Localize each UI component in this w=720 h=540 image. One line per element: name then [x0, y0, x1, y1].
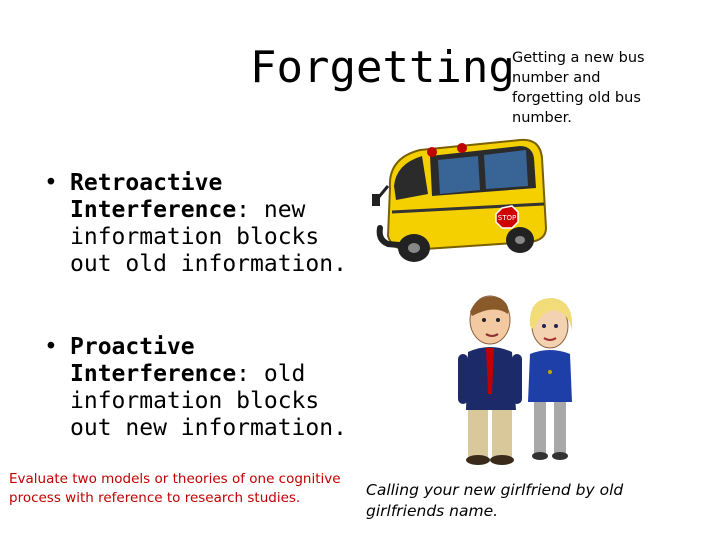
definition-retroactive: : new information blocks out old information.	[70, 197, 347, 277]
slide-title: Forgetting	[250, 42, 515, 93]
stop-sign-label: STOP	[497, 214, 517, 222]
term-retroactive: Retroactive Interference	[70, 170, 237, 223]
two-people-illustration	[450, 290, 590, 470]
bus-caption: Getting a new bus number and forgetting old bus number.	[512, 50, 645, 126]
definition-proactive: : old information blocks out new information.	[70, 361, 347, 441]
term-proactive: Proactive Interference	[70, 334, 237, 387]
people-caption: Calling your new girlfriend by old girlfriends name.	[366, 481, 624, 520]
evaluation-footnote: Evaluate two models or theories of one cognitive process with reference to research studies.	[9, 471, 341, 506]
bullet-dot-icon: •	[44, 334, 58, 360]
bullet-proactive	[44, 334, 364, 442]
bullet-retroactive	[44, 170, 364, 278]
school-bus-illustration	[370, 128, 550, 268]
bullet-dot-icon: •	[44, 170, 58, 196]
